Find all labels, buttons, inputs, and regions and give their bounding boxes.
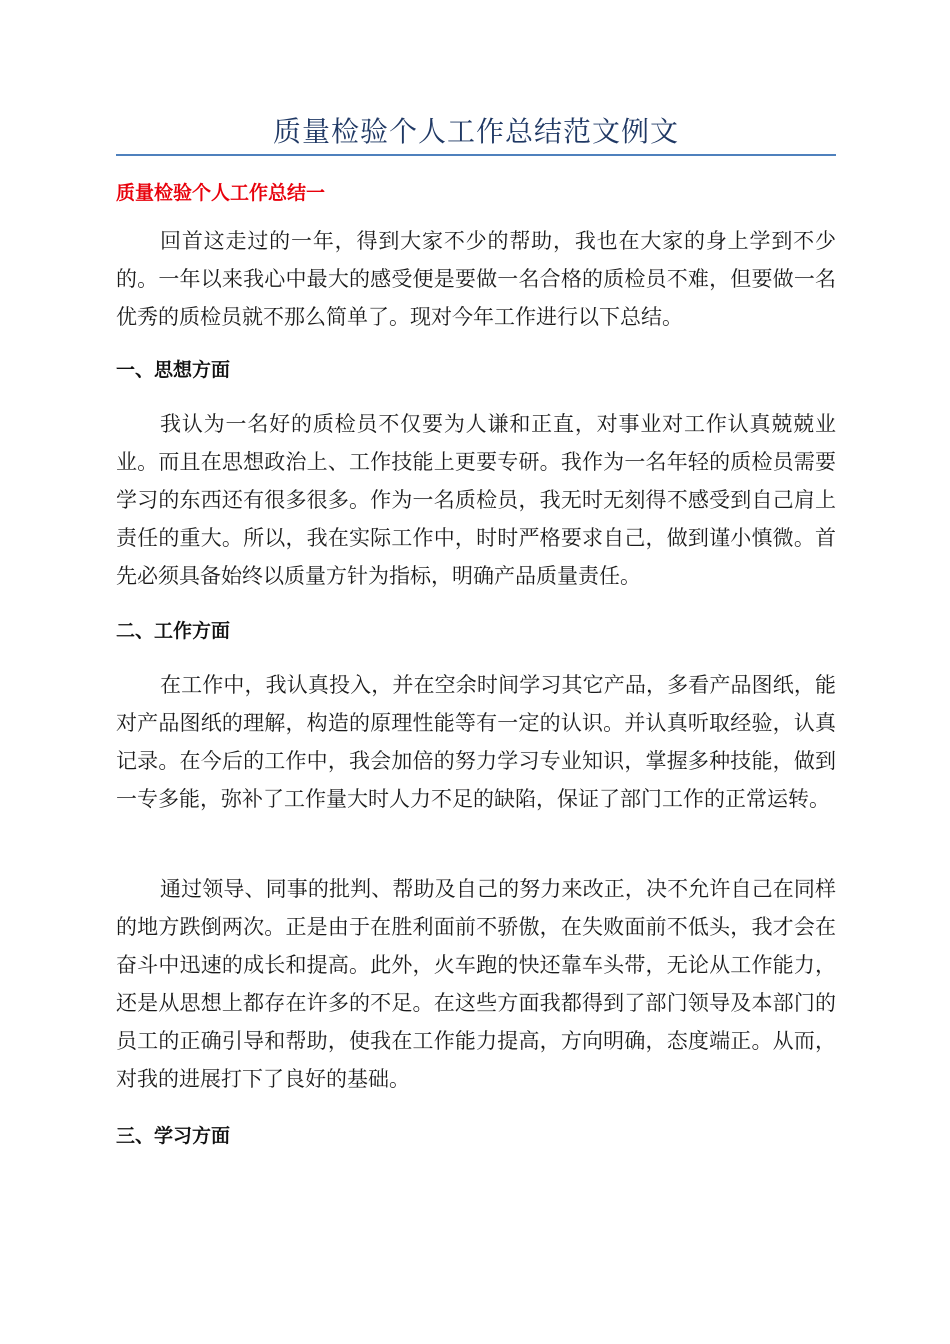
intro-paragraph: 回首这走过的一年，得到大家不少的帮助，我也在大家的身上学到不少的。一年以来我心中最大的感受便是要做一名合格的质检员不难，但要做一名优秀的质检员就不那么简单了。现对今年工作进行以下总结。 (116, 229, 836, 329)
heading-thought: 一、思想方面 (116, 359, 231, 381)
paragraph-work-1: 在工作中，我认真投入，并在空余时间学习其它产品，多看产品图纸，能对产品图纸的理解，构造的原理性能等有一定的认识。并认真听取经验，认真记录。在今后的工作中，我会加倍的努力学习专业知识，掌握多种技能，做到一专多能，弥补了工作量大时人力不足的缺陷，保证了部门工作的正常运转。 (116, 673, 836, 811)
paragraph-work-2: 通过领导、同事的批判、帮助及自己的努力来改正，决不允许自己在同样的地方跌倒两次。正是由于在胜利面前不骄傲，在失败面前不低头，我才会在奋斗中迅速的成长和提高。此外，火车跑的快还靠车头带，无论从工作能力，还是从思想上都存在许多的不足。在这些方面我都得到了部门领导及本部门的员工的正确引导和帮助，使我在工作能力提高，方向明确，态度端正。从而，对我的进展打下了良好的基础。 (116, 877, 836, 1091)
section-heading: 质量检验个人工作总结一 (116, 182, 326, 204)
heading-study: 三、学习方面 (116, 1125, 231, 1147)
paragraph-thought: 我认为一名好的质检员不仅要为人谦和正直，对事业对工作认真兢兢业业。而且在思想政治上、工作技能上更要专研。我作为一名年轻的质检员需要学习的东西还有很多很多。作为一名质检员，我无时无刻得不感受到自己肩上责任的重大。所以，我在实际工作中，时时严格要求自己，做到谨小慎微。首先必须具备始终以质量方针为指标，明确产品质量责任。 (116, 412, 836, 588)
document-title: 质量检验个人工作总结范文例文 (272, 115, 679, 148)
heading-work: 二、工作方面 (116, 620, 231, 642)
title-underline (116, 154, 836, 156)
